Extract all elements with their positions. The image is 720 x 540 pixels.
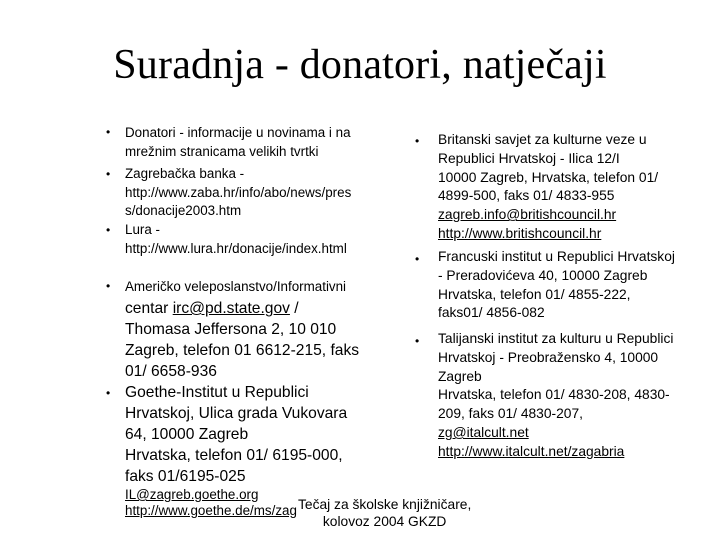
text-line: faks 01/6195-025 [125,468,246,485]
slide-title: Suradnja - donatori, natječaji [113,42,607,88]
bullet-icon: • [106,386,111,400]
text-line: 01/ 6658-936 [125,363,217,380]
text-line: Talijanski institut za kulturu u Republici [438,331,674,346]
list-item-lura [125,221,347,258]
text-line: 209, faks 01/ 4830-207, [438,406,583,422]
bullet-icon: • [106,125,111,139]
text-fragment: centar [125,300,173,317]
list-item-us-embassy [125,298,359,382]
bullet-icon: • [106,167,111,181]
list-item-us-embassy-label: Američko veleposlanstvo/Informativni [125,279,347,294]
italcult-email-link[interactable]: zg@italcult.net [438,424,529,440]
list-item-italian-institute [438,330,673,462]
text-line: Hrvatska, telefon 01/ 4830-208, 4830- [438,387,670,403]
text-line: Hrvatska, telefon 01/ 4855-222, [438,286,631,302]
footer-line: Tečaj za školske knjižničare, [298,497,472,512]
text-line: 4899-500, faks 01/ 4833-955 [438,188,615,204]
text-line: Zagrebačka banka - [125,166,245,181]
text-line: Donatori - informacije u novinama i na [125,125,351,140]
text-line: - Preradovićeva 40, 10000 Zagreb [438,267,648,283]
text-line: Francuski institut u Republici Hrvatskoj [438,249,675,264]
irc-email-link[interactable]: irc@pd.state.gov [172,300,290,317]
text-line: Republici Hrvatskoj - Ilica 12/I [438,150,620,166]
list-item-goethe [125,382,347,487]
slide-footer [298,496,471,530]
goethe-url-link[interactable]: http://www.goethe.de/ms/zag [125,503,297,518]
text-line: Britanski savjet za kulturne veze u [438,132,647,147]
text-line: Goethe-Institut u Republici [125,384,309,401]
text-line: Thomasa Jeffersona 2, 10 010 [125,321,337,338]
italcult-url-link[interactable]: http://www.italcult.net/zagabria [438,443,625,459]
bullet-icon: • [415,134,420,148]
list-item-donatori [125,124,351,161]
text-fragment: / [289,300,299,317]
text-line: 64, 10000 Zagreb [125,426,249,443]
goethe-links [125,487,297,519]
list-item-british-council [438,131,658,244]
list-item-french-institute [438,248,675,323]
zaba-link[interactable]: http://www.zaba.hr/info/abo/news/pres [125,184,352,200]
bullet-icon: • [106,279,111,293]
bullet-icon: • [415,252,420,266]
goethe-email-link[interactable]: IL@zagreb.goethe.org [125,487,259,502]
bullet-icon: • [106,223,111,237]
text-line: Zagreb, telefon 01 6612-215, faks [125,342,360,359]
text-line: Zagreb [438,368,482,384]
footer-line: kolovoz 2004 GKZD [322,514,447,529]
british-council-url-link[interactable]: http://www.britishcouncil.hr [438,225,602,241]
text-line: Lura - [125,222,160,237]
text-line: 10000 Zagreb, Hrvatska, telefon 01/ [438,169,659,185]
text-line: mrežnim stranicama velikih tvrtki [125,143,319,159]
bullet-icon: • [415,334,420,348]
text-line [125,298,359,319]
lura-link[interactable]: http://www.lura.hr/donacije/index.html [125,240,347,256]
text-line: Hrvatska, telefon 01/ 6195-000, [125,447,343,464]
text-line: Hrvatskoj, Ulica grada Vukovara [125,405,348,422]
zaba-link-cont[interactable]: s/donacije2003.htm [125,203,242,218]
text-line: Hrvatskoj - Preobražensko 4, 10000 [438,349,659,365]
british-council-email-link[interactable]: zagreb.info@britishcouncil.hr [438,207,617,223]
list-item-zaba [125,165,351,221]
text-line: faks01/ 4856-082 [438,305,545,321]
